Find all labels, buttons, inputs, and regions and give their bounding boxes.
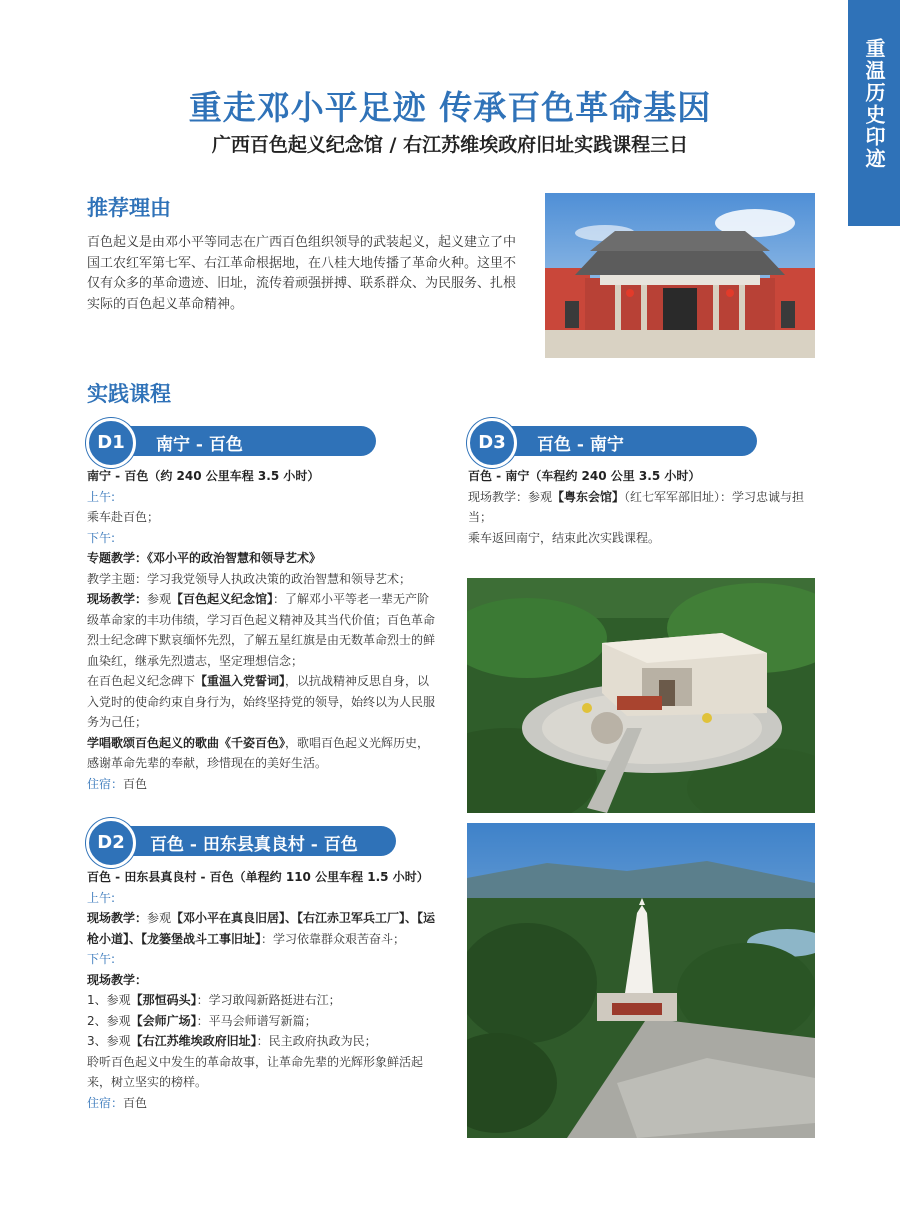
course-heading: 实践课程: [87, 381, 171, 406]
d2-item-2-pre: 2、参观: [87, 1013, 131, 1028]
memorial-hall-photo: [467, 578, 815, 813]
d2-closing: 聆听百色起义中发生的革命故事，让革命先辈的光辉形象鲜活起来，树立坚实的榜样。: [87, 1054, 424, 1089]
d1-pm-label: 下午:: [87, 530, 116, 545]
d1-stay-value: 百色: [123, 776, 148, 791]
d2-item-1-text: ：学习敢闯新路挺进右江；: [196, 993, 341, 1007]
d2-item-1: [87, 990, 437, 1011]
d2-pm-label: 下午:: [87, 952, 116, 966]
d1-visit-pre: 参观: [147, 592, 172, 606]
d1-content: [87, 466, 437, 794]
d1-oath-site: 【重温入党誓词】: [195, 674, 286, 688]
d2-title: 百色 - 田东县真良村 - 百色: [150, 835, 358, 855]
monument-photo: [467, 823, 815, 1138]
d3-title: 百色 - 南宁: [537, 435, 624, 455]
d1-visit-text: ：了解邓小平等老一辈无产阶级革命家的丰功伟绩，学习百色起义精神及其当代价值；百色革命烈士纪念碑下默哀缅怀先烈，了解五星红旗是由无数革命烈士的鲜血染红，继承先烈遗志，坚定理想信念；: [87, 592, 436, 668]
d1-am-text: 乘车赴百色；: [87, 510, 160, 524]
d1-visit: [87, 589, 437, 671]
d3-visit-text: （红七军军部旧址）：学习忠诚与担当；: [468, 489, 805, 524]
d3-visit-site: 【粤东会馆】: [552, 489, 625, 504]
d3-visit: [468, 487, 818, 528]
d3-visit-pre: 现场教学：参观: [468, 489, 553, 504]
d1-am-label: 上午:: [87, 489, 116, 504]
d2-number: D2: [86, 818, 136, 868]
d1-stay-label: 住宿：: [87, 776, 124, 791]
d1-visit-label: 现场教学：: [87, 592, 148, 606]
d2-stay: [87, 1093, 437, 1114]
d1-song: [87, 733, 437, 774]
d1-number: D1: [86, 418, 136, 468]
d2-visit-label: 现场教学：: [87, 911, 148, 925]
d1-route: 南宁 - 百色（约 240 公里车程 3.5 小时）: [87, 469, 320, 483]
d2-item-1-site: 【那恒码头】: [130, 993, 197, 1007]
d1-visit-site: 【百色起义纪念馆】: [171, 592, 274, 606]
d1-song-label: 学唱歌颂百色起义的歌曲《千姿百色》: [87, 735, 286, 750]
d2-content: [87, 867, 437, 1113]
d1-topic-theme: 教学主题：学习我党领导人执政决策的政治智慧和领导艺术；: [87, 571, 412, 586]
d2-visit-sites: 【邓小平在真良旧居】、【右江赤卫军兵工厂】、【运枪小道】、【龙篓堡战斗工事旧址】: [87, 911, 436, 946]
d1-oath-pre: 在百色起义纪念碑下: [87, 674, 196, 688]
d2-visit: [87, 908, 437, 949]
d2-item-3-site: 【右江苏维埃政府旧址】: [130, 1034, 257, 1048]
d1-topic: 专题教学：《邓小平的政治智慧和领导艺术》: [87, 551, 322, 565]
d2-item-1-pre: 1、参观: [87, 993, 131, 1007]
d1-title: 南宁 - 百色: [156, 435, 243, 455]
d1-badge: [86, 419, 378, 465]
d2-item-3-pre: 3、参观: [87, 1034, 131, 1048]
d1-stay: [87, 774, 437, 795]
d2-badge: [86, 819, 398, 865]
d2-item-3-text: ：民主政府执政为民；: [256, 1034, 377, 1048]
d2-am-label: 上午:: [87, 890, 116, 905]
d2-item-3: [87, 1031, 437, 1052]
d1-song-text: ，歌唱百色起义光辉历史，感谢革命先辈的奉献，珍惜现在的美好生活。: [87, 735, 430, 770]
d2-stay-value: 百色: [123, 1095, 148, 1110]
page-subtitle: 广西百色起义纪念馆 / 右江苏维埃政府旧址实践课程三日: [211, 134, 689, 156]
d2-visit-pre: 参观: [147, 911, 172, 925]
intro-text: 百色起义是由邓小平等同志在广西百色组织领导的武装起义，起义建立了中国工农红军第七军、右江革命根据地，在八桂大地传播了革命火种。这里不仅有众多的革命遗迹、旧址，流传着顽强拼搏、联系群众、为民服务、扎根实际的百色起义革命精神。: [87, 235, 517, 312]
d3-content: [468, 466, 818, 548]
d2-route: 百色 - 田东县真良村 - 百色（单程约 110 公里车程 1.5 小时）: [87, 870, 429, 884]
d2-visit-text: ：学习依靠群众艰苦奋斗；: [261, 931, 406, 946]
d2-item-2-site: 【会师广场】: [130, 1013, 197, 1028]
d1-oath-text: ，以抗战精神反思自身，以入党时的使命约束自身行为，始终坚持党的领导，始终以为人民服务为己任；: [87, 674, 436, 729]
side-tab-label: 重温历史印迹: [862, 38, 886, 170]
d3-number: D3: [467, 418, 517, 468]
d2-item-2-text: ：平马会师谱写新篇；: [196, 1013, 317, 1028]
d3-badge: [467, 419, 759, 465]
page-title: 重走邓小平足迹 传承百色革命基因: [188, 88, 712, 127]
d1-oath: [87, 671, 437, 733]
guild-hall-photo: [545, 193, 815, 358]
d2-pm-teaching: 现场教学：: [87, 972, 148, 987]
intro-heading: 推荐理由: [87, 195, 171, 220]
d2-stay-label: 住宿：: [87, 1095, 124, 1110]
d3-route: 百色 - 南宁（车程约 240 公里 3.5 小时）: [468, 469, 701, 483]
d3-return: 乘车返回南宁，结束此次实践课程。: [468, 530, 661, 545]
d2-item-2: [87, 1011, 437, 1032]
